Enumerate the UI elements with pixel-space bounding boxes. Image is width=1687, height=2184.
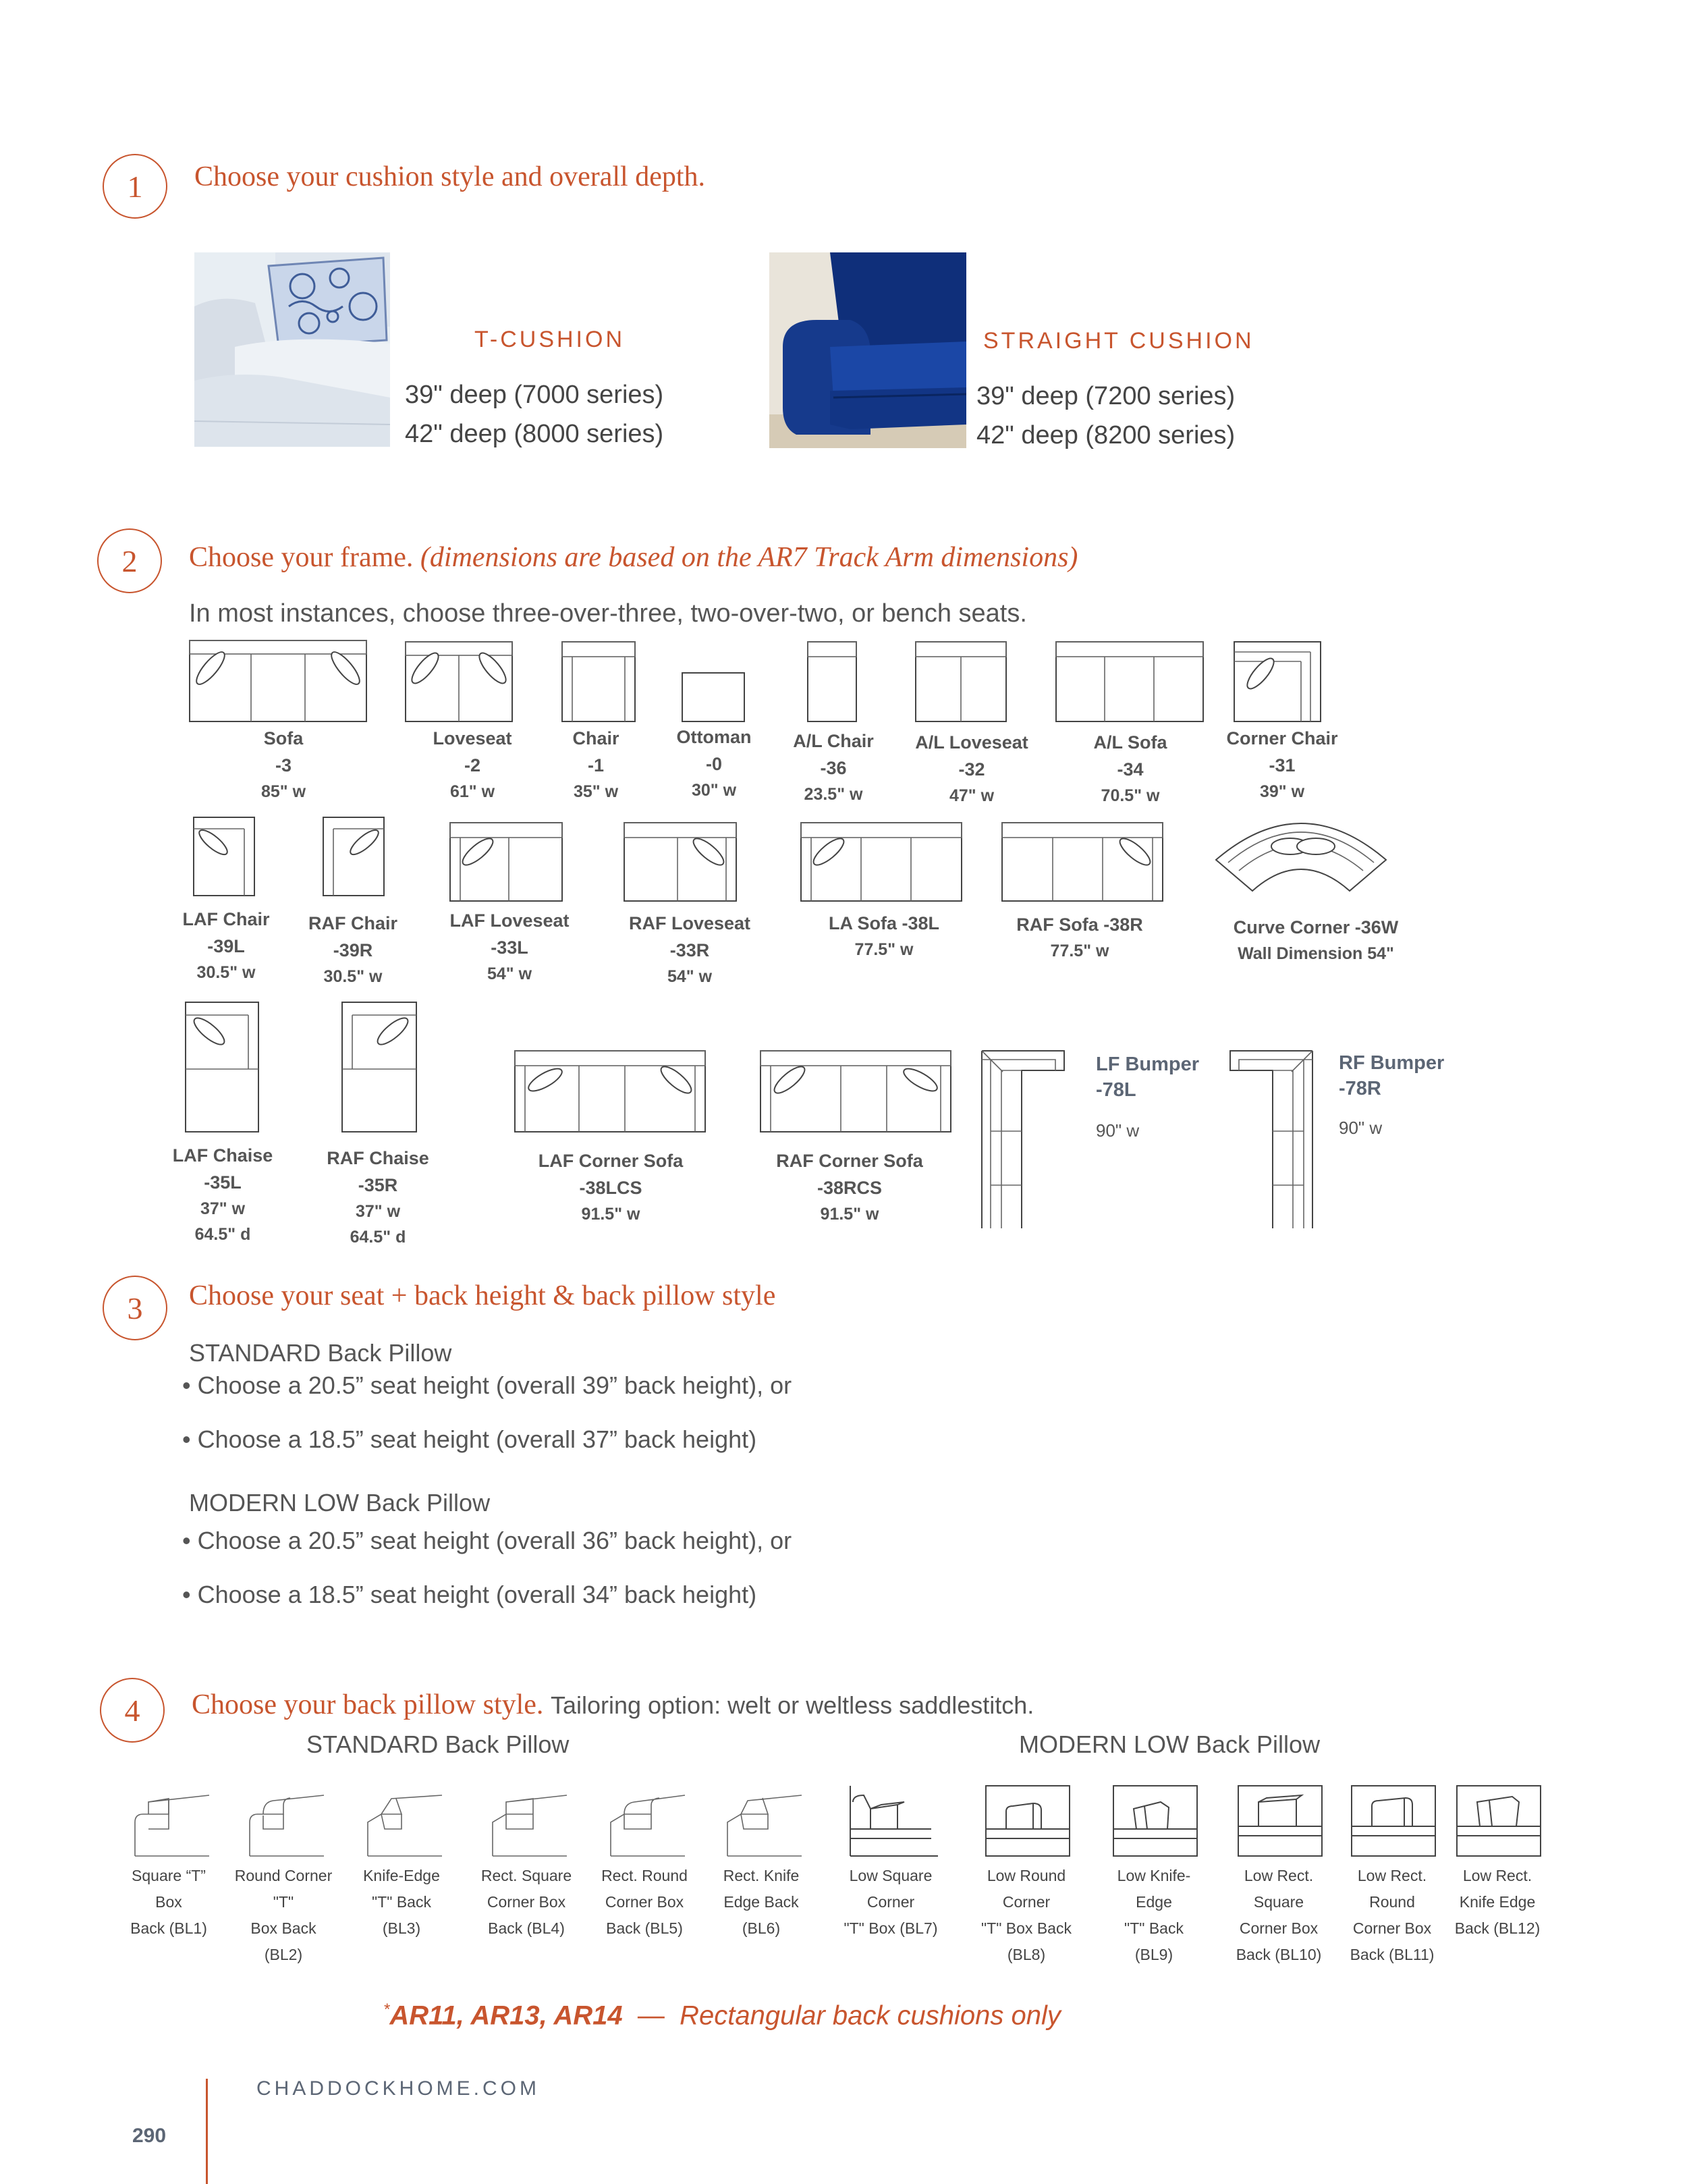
label-curve-corner: Curve Corner -36W Wall Dimension 54" <box>1233 917 1399 963</box>
pillow-bl10[interactable]: Low Rect. Square Corner Box Back (BL10) <box>1221 1782 1336 1968</box>
pillow-bl8[interactable]: Low Round Corner "T" Box Back (BL8) <box>969 1782 1084 1968</box>
step-3-number: 3 <box>103 1276 167 1340</box>
frame-la-sofa <box>800 822 962 902</box>
pillow-bl9[interactable]: Low Knife- Edge "T" Back (BL9) <box>1097 1782 1211 1968</box>
label-al-chair: A/L Chair -36 23.5" w <box>793 731 874 804</box>
frame-ottoman <box>682 672 745 722</box>
pillow-bl11[interactable]: Low Rect. Round Corner Box Back (BL11) <box>1335 1782 1449 1968</box>
step-4-title: Choose your back pillow style. Tailoring option: welt or weltless saddlestitch. <box>192 1689 1034 1720</box>
standard-option-1: • Choose a 20.5” seat height (overall 39” back height), or <box>182 1371 792 1399</box>
frame-raf-chaise <box>341 1002 417 1132</box>
pillow-bl2[interactable]: Round Corner "T" Box Back (BL2) <box>226 1782 341 1968</box>
label-sofa: Sofa -3 85" w <box>260 728 306 801</box>
label-raf-loveseat: RAF Loveseat -33R 54" w <box>628 913 751 986</box>
step-1-title: Choose your cushion style and overall depth. <box>194 161 706 192</box>
straight-cushion-title: STRAIGHT CUSHION <box>983 328 1254 354</box>
label-laf-loveseat: LAF Loveseat -33L 54" w <box>449 910 570 983</box>
frame-raf-loveseat <box>624 822 737 902</box>
frame-rf-bumper <box>1229 1050 1313 1228</box>
dim-lf-bumper: 90" w <box>1096 1120 1140 1141</box>
label-raf-chair: RAF Chair -39R 30.5" w <box>308 913 397 986</box>
frame-chair <box>561 641 636 722</box>
frame-corner-chair <box>1234 641 1321 722</box>
dim-rf-bumper: 90" w <box>1339 1118 1383 1138</box>
modern-pillow-head: MODERN LOW Back Pillow <box>189 1489 491 1517</box>
frame-laf-corner-sofa <box>514 1050 706 1132</box>
frame-al-loveseat <box>915 641 1007 722</box>
pillow-bl3[interactable]: Knife-Edge "T" Back (BL3) <box>344 1782 459 1942</box>
label-al-sofa: A/L Sofa -34 70.5" w <box>1093 732 1167 805</box>
label-raf-corner-sofa: RAF Corner Sofa -38RCS 91.5" w <box>776 1151 923 1224</box>
frame-sofa <box>189 640 367 722</box>
frame-laf-loveseat <box>449 822 563 902</box>
footer-divider <box>206 2079 208 2184</box>
pillow-bl6[interactable]: Rect. Knife Edge Back (BL6) <box>704 1782 819 1942</box>
label-raf-chaise: RAF Chaise -35R 37" w 64.5" d <box>327 1148 429 1247</box>
label-loveseat: Loveseat -2 61" w <box>433 728 512 801</box>
label-lf-bumper: LF Bumper -78L <box>1096 1054 1200 1101</box>
t-cushion-depths: 39" deep (7000 series) 42" deep (8000 series) <box>405 381 664 448</box>
frame-curve-corner <box>1215 814 1387 895</box>
modern-option-1: • Choose a 20.5” seat height (overall 36” back height), or <box>182 1527 792 1554</box>
step-2-title-note: (dimensions are based on the AR7 Track Arm dimensions) <box>420 542 1078 573</box>
pillow-bl12[interactable]: Low Rect. Knife Edge Back (BL12) <box>1440 1782 1555 1942</box>
straight-cushion-photo <box>769 252 966 448</box>
straight-cushion-depths: 39" deep (7200 series) 42" deep (8200 series) <box>976 382 1236 449</box>
frame-laf-chaise <box>185 1002 259 1132</box>
frame-raf-sofa <box>1001 822 1163 902</box>
label-rf-bumper: RF Bumper -78R <box>1339 1052 1445 1099</box>
step-4-number: 4 <box>100 1678 165 1743</box>
label-ottoman: Ottoman -0 30" w <box>676 727 752 800</box>
frame-al-chair <box>807 641 857 722</box>
step-1-number: 1 <box>103 154 167 219</box>
label-raf-sofa: RAF Sofa -38R 77.5" w <box>1016 914 1143 960</box>
t-cushion-photo <box>194 252 390 447</box>
modern-option-2: • Choose a 18.5” seat height (overall 34” back height) <box>182 1581 757 1608</box>
footer-url[interactable]: CHADDOCKHOME.COM <box>256 2077 541 2100</box>
label-laf-corner-sofa: LAF Corner Sofa -38LCS 91.5" w <box>538 1151 684 1224</box>
label-la-sofa: LA Sofa -38L 77.5" w <box>828 913 940 959</box>
frame-raf-corner-sofa <box>760 1050 951 1132</box>
standard-option-2: • Choose a 18.5” seat height (overall 37” back height) <box>182 1425 757 1453</box>
pillow-bl4[interactable]: Rect. Square Corner Box Back (BL4) <box>469 1782 584 1942</box>
frame-lf-bumper <box>981 1050 1065 1228</box>
step-4-modern-head: MODERN LOW Back Pillow <box>1019 1730 1321 1758</box>
t-cushion-title: T-CUSHION <box>474 327 625 352</box>
label-laf-chaise: LAF Chaise -35L 37" w 64.5" d <box>172 1145 273 1244</box>
frame-raf-chair <box>323 817 385 896</box>
frame-loveseat <box>405 641 513 722</box>
pillow-bl7[interactable]: Low Square Corner "T" Box (BL7) <box>833 1782 948 1942</box>
label-laf-chair: LAF Chair -39L 30.5" w <box>182 909 270 982</box>
step-2-number: 2 <box>97 528 162 593</box>
pillow-bl5[interactable]: Rect. Round Corner Box Back (BL5) <box>587 1782 702 1942</box>
frame-al-sofa <box>1055 641 1204 722</box>
tailoring-option: Tailoring option: welt or weltless saddlestitch. <box>550 1691 1034 1719</box>
label-al-loveseat: A/L Loveseat -32 47" w <box>915 732 1028 805</box>
step-3-title: Choose your seat + back height & back pillow style <box>189 1280 776 1311</box>
step-2-intro: In most instances, choose three-over-three, two-over-two, or bench seats. <box>189 599 1027 628</box>
frame-laf-chair <box>193 817 255 896</box>
page-number: 290 <box>132 2125 167 2147</box>
standard-pillow-head: STANDARD Back Pillow <box>189 1339 452 1367</box>
pillow-bl1[interactable]: Square “T” Box Back (BL1) <box>111 1782 226 1942</box>
label-chair: Chair -1 35" w <box>572 728 619 801</box>
label-corner-chair: Corner Chair -31 39" w <box>1226 728 1338 801</box>
step-2-title: Choose your frame. (dimensions are based on the AR7 Track Arm dimensions) <box>189 542 1078 573</box>
footnote: *AR11, AR13, AR14 — Rectangular back cushions only <box>383 2000 1061 2031</box>
step-4-standard-head: STANDARD Back Pillow <box>306 1730 570 1758</box>
